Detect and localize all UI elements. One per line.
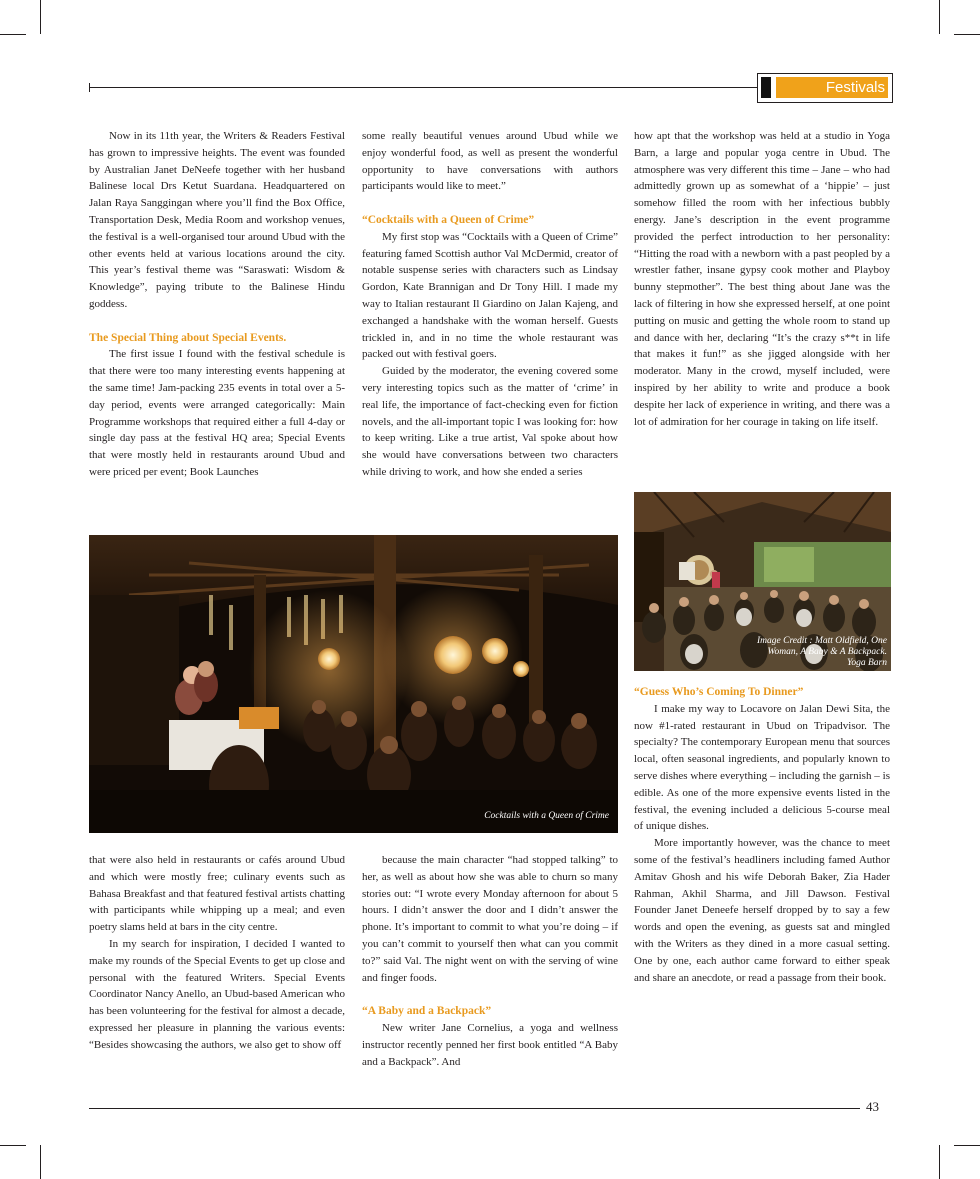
crop-mark [0,34,26,35]
column-2-bottom [362,852,618,1070]
column-1-top [89,128,345,481]
column-2-top [362,128,618,481]
yoga-photo-caption [757,636,887,669]
paragraph: how apt that the workshop was held at a studio in Yoga Barn, a large and popular yoga centre in Ubud. The atmosphere was very different this time – Jane – who had admittedly grown up as somewhat of a ‘hippie’ – just somehow filled the room with her infectious bubbly energy. Jane’s description in the event programme provided the perfect introduction to her personality: “Hitting the road with a newborn with a past peopled by a wrestler father, insane gypsy cook mother and Playboy bunny stepmother”. The best thing about Jane was the lack of filtering in how she expressed herself, at one point putting on music and getting the whole room to stand up and dance with her, declaring “It’s the crazy s**t in life that makes it fun!” as she jigged alongside with her moderator. Many in the crowd, myself included, were inspired by her ability to write and produce a book despite her lack of experience in writing, and there was a lot of admiration for her courage in taking on life itself. [634,130,890,428]
section-tab-block [761,77,771,98]
paragraph: I make my way to Locavore on Jalan Dewi Sita, the now #1-rated restaurant in Ubud on Tripadvisor. The specialty? The contemporary European menu that sources local, often seasonal ingredients, and popularly known to serve dishes where everything – including the garnish – is edible. As one of the more expensive events listed in the festival, the evening included a delicious 5-course meal of unique dishes. [634,702,890,833]
column-3-top [634,128,890,430]
crop-mark [939,1145,940,1179]
paragraph: More importantly however, was the chance to meet some of the festival’s headliners including famed Author Amitav Ghosh and his wife Deborah Baker, Zia Hader Rahman, Akhil Sharma, and Jill Dawson. Festival Founder Janet Deneefe herself dropped by to say a few words and open the evening, as guests sat and mingled with the Writers as they dined in a more casual setting. One by one, each author came forward to either speak and share an anecdote, or read a passage from their book. [634,837,890,984]
paragraph: My first stop was “Cocktails with a Queen of Crime” featuring famed Scottish author Val McDermid, creator of notable suspense series with characters such as Lindsay Gordon, Kate Brannigan and Dr Tony Hill. I made my way to Italian restaurant Il Giardino on Jalan Kajeng, and exchanged a handshake with the woman herself. Guests trickled in, and in no time the whole restaurant was packed out with festival goers. [362,230,618,361]
crop-mark [0,1145,26,1146]
photo-caption: Cocktails with a Queen of Crime [484,811,609,821]
crop-mark [40,0,41,34]
section-tab [757,73,893,103]
paragraph: In my search for inspiration, I decided I wanted to make my rounds of the Special Events to get up close and personal with the featured Writers. Special Events Coordinator Nancy Anello, an Ubud-based American who has been volunteering for the festival for almost a decade, expressed her pleasure in planning the various events: “Besides showcasing the authors, we also get to show off [89,937,345,1051]
yoga-caption-line-3: Yoga Barn [846,658,887,668]
crop-mark [954,34,980,35]
paragraph: Guided by the moderator, the evening covered some very interesting topics such as the matter of ‘crime’ in real life, the importance of fact-checking even for fiction novels, and the all-important topic I was looking for: how to keep writing. Like a true artist, Val spoke about how she would have conversations between two characters while driving to work, and how she ended a series [362,365,618,478]
crop-mark [40,1145,41,1179]
header-rule [89,87,757,88]
restaurant-photo-image [89,535,618,833]
section-heading: “Guess Who’s Coming To Dinner” [634,686,804,698]
column-3-bottom [634,684,890,986]
paragraph: New writer Jane Cornelius, a yoga and wellness instructor recently penned her first book entitled “A Baby and a Backpack”. And [362,1021,618,1068]
crop-mark [954,1145,980,1146]
crop-mark [939,0,940,34]
section-label: Festivals [776,77,888,98]
section-heading: “A Baby and a Backpack” [362,1005,492,1018]
paragraph: The first issue I found with the festival schedule is that there were too many interesting events happening at the same time! Jam-packing 235 events in total over a 5-day period, events were arranged categorically: Main Programme workshops that required either a full 4-day or single day pass at the festival HQ area; Special Events that were mostly held in restaurants around Ubud and were priced per event; Book Launches [89,348,345,478]
restaurant-photo [89,535,618,833]
paragraph: that were also held in restaurants or cafés around Ubud and which were mostly free; culinary events such as Bahasa Breakfast and that featured festival artists chatting with participants while whipping up a meal; and even poetry slams held at bars in the city centre. [89,854,345,934]
page-number: 43 [866,1099,879,1114]
footer-rule [89,1108,860,1109]
paragraph: Now in its 11th year, the Writers & Readers Festival has grown to impressive heights. The event was founded by Australian Janet DeNeefe together with her husband Balinese local Drs Ketut Suardana. Headquartered on Jalan Raya Sanggingan where you’ll find the Box Office, Transportation Desk, Media Room and workshop venues, the festival is a well-organised tour around Ubud with the other events held at various locations around the city. This year’s festival theme was “Saraswati: Wisdom & Knowledge”, paying tribute to the Balinese Hindu goddess. [89,130,345,310]
section-heading: The Special Thing about Special Events. [89,331,287,344]
section-heading: “Cocktails with a Queen of Crime” [362,213,535,226]
paragraph: some really beautiful venues around Ubud while we enjoy wonderful food, as well as present the wonderful opportunity to have conversations with authors participants would like to meet.” [362,130,618,193]
yoga-caption-line-2: Woman, A Baby & A Backpack. [767,647,887,657]
yoga-photo [634,492,891,671]
column-1-bottom [89,852,345,1054]
paragraph: because the main character “had stopped talking” to her, as well as about how she was able to churn so many stories out: “I wrote every Monday afternoon for about 5 hours. I didn’t answer the door and I didn’t answer the phone. It’s important to commit to what you’re doing – if you can’t commit to yourself then what can you commit to?” said Val. The night went on with the serving of wine and finger foods. [362,854,618,984]
yoga-caption-line-1: Image Credit : Matt Oldfield, One [757,636,887,646]
